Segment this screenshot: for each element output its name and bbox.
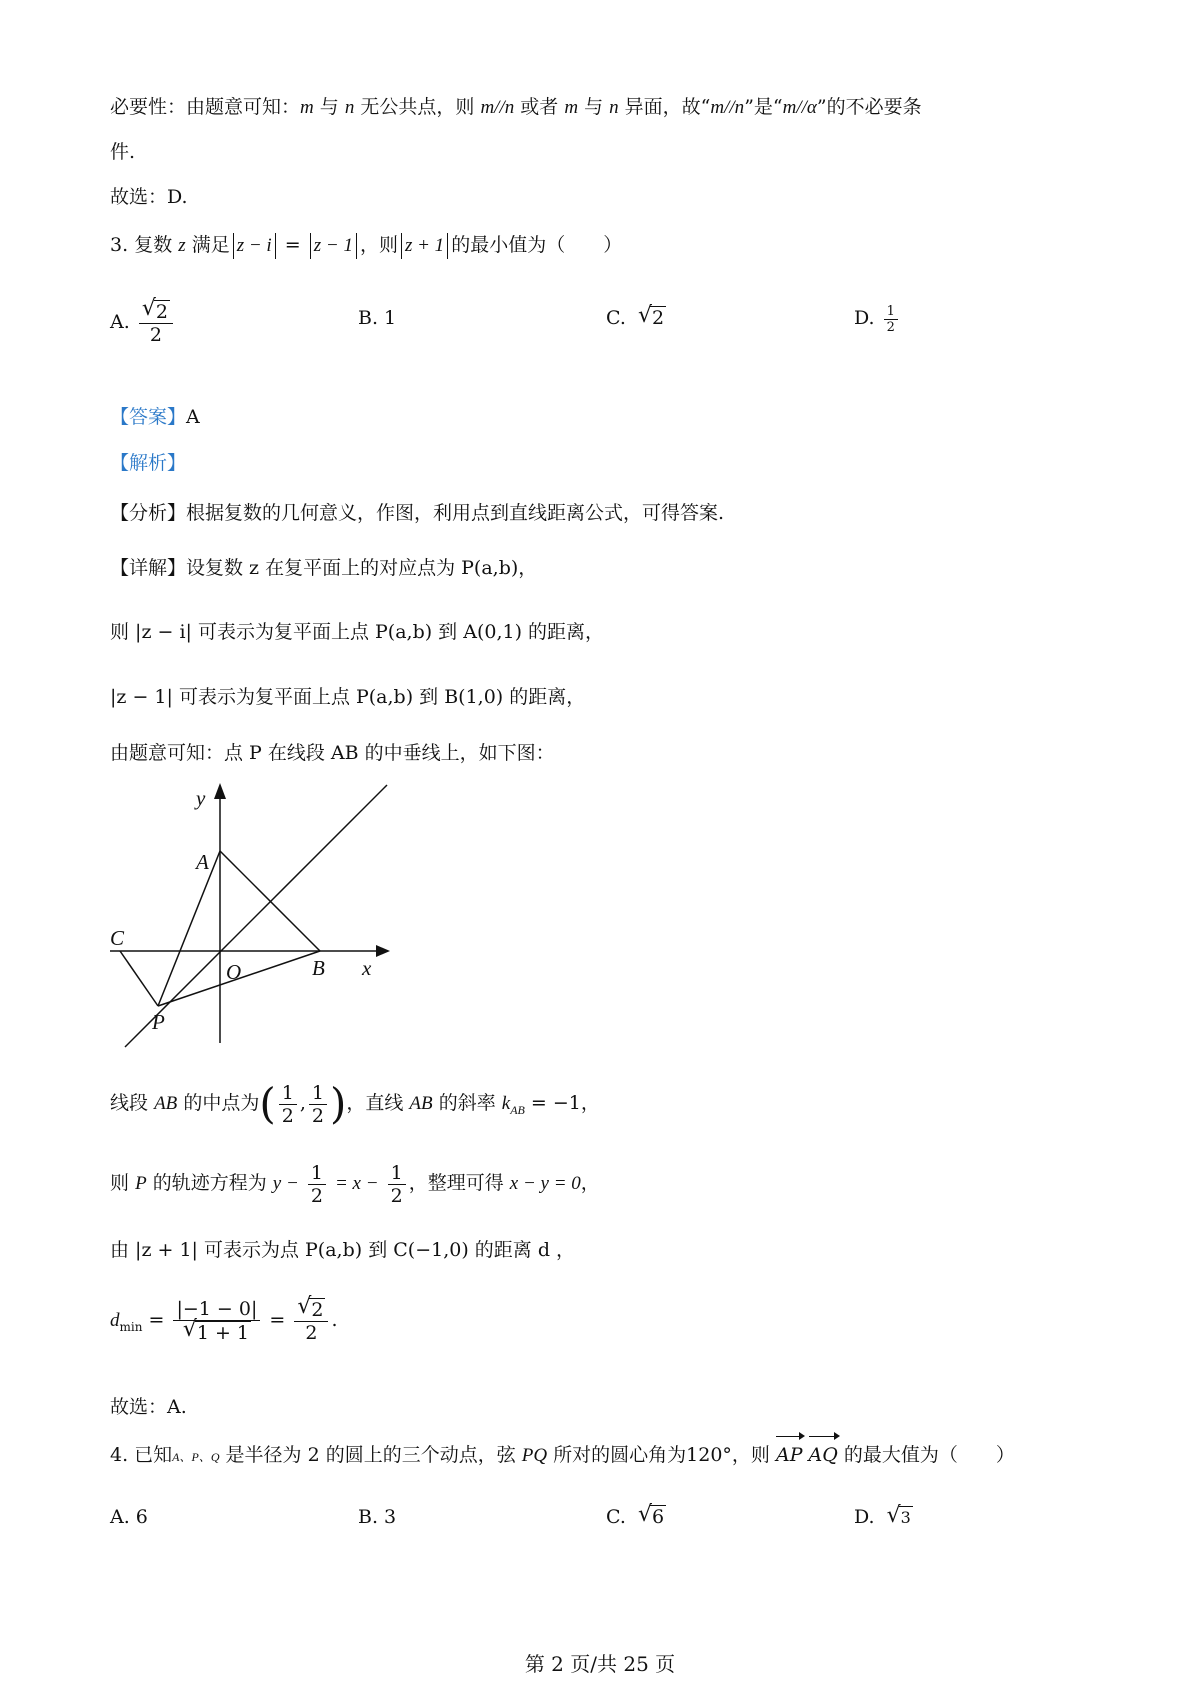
xiangjie-line: 【详解】设复数 z 在复平面上的对应点为 P(a,b)， xyxy=(110,557,538,579)
label-c: C xyxy=(110,926,125,950)
q4-option-a: A. 6 xyxy=(110,1506,148,1528)
option-a: A. √ $\frac{2}{2}$ xyxy=(110,300,176,346)
question-4: 4. 已知A、P、Q 是半径为 2 的圆上的三个动点，弦 PQ 所对的圆心角为120°，则 AP AQ 的最大值为（ ） xyxy=(110,1440,1015,1472)
q4-option-d: D. √ 3 xyxy=(854,1502,913,1533)
label-p: P xyxy=(152,1010,165,1034)
fenxi-line: 【分析】根据复数的几何意义，作图，利用点到直线距离公式，可得答案. xyxy=(110,502,725,524)
midpoint-line: 线段 AB 的中点为( $\frac{1}{2}$ , $\frac{1}{2}$ )，直线 AB 的斜率 $k_{AB} = -1$， xyxy=(110,1079,600,1128)
analysis-tag: 【解析】 xyxy=(110,452,187,474)
text-line: |z − 1| 可表示为复平面上点 P(a,b) 到 B(1,0) 的距离， xyxy=(110,686,586,708)
dmin-formula: $d_{min}$ = |−1 − 0| √ 1 + 1 = √ $\frac{2}{2}$ . xyxy=(110,1290,338,1357)
label-a: A xyxy=(196,850,209,874)
segment-pc xyxy=(120,951,158,1006)
y-axis-arrow xyxy=(214,783,226,799)
question-3: 3. 复数 z 满足 z − i = z − 1 ，则 z + 1 的最小值为（ ） xyxy=(110,230,622,261)
label-b: B xyxy=(312,956,325,980)
text-line: 则 |z − i| 可表示为复平面上点 P(a,b) 到 A(0,1) 的距离， xyxy=(110,621,605,643)
answer-line: 【答案】A xyxy=(110,406,200,428)
option-b: B. 1 xyxy=(358,307,397,329)
x-axis-arrow xyxy=(376,945,390,957)
distance-line: 由 |z + 1| 可表示为点 P(a,b) 到 C(−1,0) 的距离 d ， xyxy=(110,1239,576,1261)
bisector-line xyxy=(125,785,387,1047)
text-line: 故选：D. xyxy=(110,186,188,208)
label-x: x xyxy=(362,956,372,980)
label-o: O xyxy=(226,960,242,984)
label-y: y xyxy=(196,786,206,810)
option-c: C. √ 2 xyxy=(606,303,666,333)
guxuan-line: 故选：A. xyxy=(110,1396,187,1418)
option-d: D. $\frac{1}{2}$ xyxy=(854,303,901,335)
q4-option-b: B. 3 xyxy=(358,1506,397,1528)
q4-option-c: C. √ 6 xyxy=(606,1502,666,1532)
coordinate-figure xyxy=(100,775,400,1050)
page-footer: 第 2 页/共 25 页 xyxy=(524,1652,676,1676)
text-line: 必要性：由题意可知：m 与 n 无公共点，则 m//n 或者 m 与 n 异面，故“m//n”是“m//α”的不必要条 xyxy=(110,96,922,118)
text-line: 由题意可知：点 P 在线段 AB 的中垂线上，如下图： xyxy=(110,742,555,764)
text-line: 件. xyxy=(110,141,136,163)
locus-line: 则 P 的轨迹方程为 y − $\frac{1}{2}$ = x − $\frac{1}{2}$ ，整理可得 x − y = 0， xyxy=(110,1161,600,1207)
